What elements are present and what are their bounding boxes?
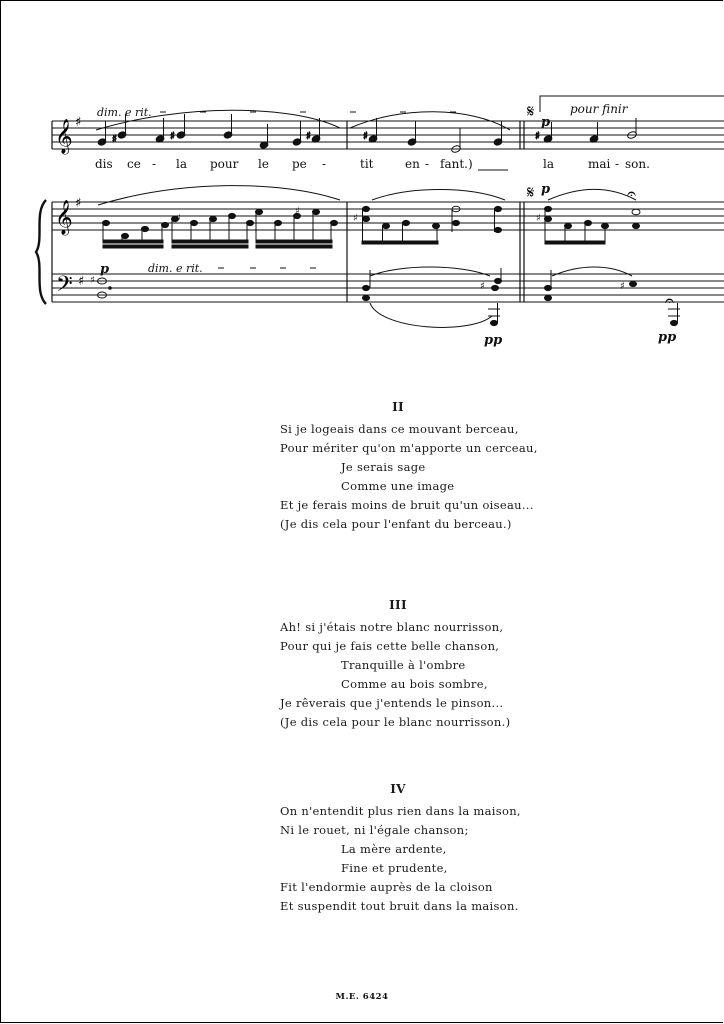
lyric-syllable: ce [127,157,141,171]
stanza-2 [200,400,580,534]
verse-line: Et je ferais moins de bruit qu'un oiseau... [280,498,534,512]
fermata-icon: 𝄐 [627,184,636,203]
key-signature-icon: ♯ [75,196,82,211]
piano-rh-m3 [536,206,640,244]
plate-number: M.E. 6424 [335,992,389,1002]
lyric-syllable: tit [360,157,374,171]
lyric-syllable: mai [588,157,611,171]
svg-text:♯: ♯ [353,213,358,224]
voice-expression: dim. e rit. [97,106,152,119]
svg-text:♯: ♯ [306,131,311,142]
verse-line: Ni le rouet, ni l'égale chanson; [280,823,469,837]
svg-text:♯: ♯ [90,275,95,286]
piano-dynamic: p [100,262,110,277]
lyric-syllable: pe [292,157,307,171]
lyric-syllable: en [405,157,420,171]
segno-icon: 𝄋 [527,102,535,122]
lyrics-row [95,157,650,171]
lyric-syllable: - [322,157,327,171]
voice-notes-m2 [363,118,503,153]
tie [548,190,636,201]
verse-line: On n'entendit plus rien dans la maison, [280,804,521,818]
svg-text:♯: ♯ [535,131,540,142]
verse-line: Je serais sage [341,460,426,474]
verse-line: Si je logeais dans ce mouvant berceau, [280,422,519,436]
svg-text:♯: ♯ [295,206,300,217]
key-signature-icon: ♯ [78,274,85,289]
piano-lh [90,267,680,327]
verse-line: Et suspendit tout bruit dans la maison. [280,899,519,913]
verse-line: La mère ardente, [341,842,447,856]
svg-text:♯: ♯ [170,131,175,142]
verse-line: Je rêverais que j'entends le pinson... [280,696,504,710]
svg-text:♯: ♯ [536,213,541,224]
music-score [0,0,724,360]
piano-dynamic-pp: pp [658,330,677,345]
stanza-number: IV [390,782,406,796]
svg-text:♯: ♯ [620,281,625,292]
verse-line: Ah! si j'étais notre blanc nourrisson, [280,620,504,634]
piano-rh-m1 [103,206,338,248]
verse-line: Fine et prudente, [341,861,448,875]
piano-repeat-dynamic: p [541,182,551,197]
verse-line: Pour mériter qu'on m'apporte un cerceau, [280,441,538,455]
treble-clef-icon: 𝄞 [55,200,73,235]
verse-line: (Je dis cela pour le blanc nourrisson.) [280,715,511,729]
voice-dynamic: p [541,115,551,130]
piano-brace [36,200,46,304]
lyric-syllable: son. [625,157,650,171]
piano-rh-m2 [353,206,502,244]
tie [372,190,505,201]
stanza-number: II [392,400,404,414]
key-signature-icon: ♯ [75,115,82,130]
voice-notes-m3 [535,118,637,143]
fermata-icon: 𝄐 [665,291,674,310]
voice-notes-m1 [97,114,321,149]
volta-bracket [540,96,724,112]
svg-text:♯: ♯ [480,281,485,292]
lyric-syllable: - [152,157,157,171]
lyric-syllable: la [543,157,554,171]
stanza-3 [200,598,580,732]
volta-label: pour finir [570,102,628,116]
verse-line: Pour qui je fais cette belle chanson, [280,639,500,653]
piano-dynamic-pp: pp [484,333,503,348]
voice-staff [52,121,724,149]
lyric-syllable: - [615,157,620,171]
lyric-syllable: la [176,157,187,171]
verse-line: Comme au bois sombre, [341,677,488,691]
verse-line: Comme une image [341,479,455,493]
svg-text:♯: ♯ [363,131,368,142]
lyric-syllable: - [425,157,430,171]
verse-line: Fit l'endormie auprès de la cloison [280,880,493,894]
stanza-4 [200,782,580,916]
svg-text:♯: ♯ [176,213,181,224]
lyric-syllable: le [258,157,269,171]
bass-clef-icon: 𝄢 [56,272,73,302]
verse-line: Tranquille à l'ombre [341,658,466,672]
lyric-syllable: pour [210,157,239,171]
treble-clef-icon: 𝄞 [55,119,73,154]
segno-icon: 𝄋 [527,183,535,203]
lyric-syllable: fant.) [440,157,473,171]
lyric-syllable: dis [95,157,113,171]
stanza-number: III [389,598,407,612]
piano-expression: dim. e rit. [148,262,203,275]
svg-text:♯: ♯ [112,134,117,145]
verse-line: (Je dis cela pour l'enfant du berceau.) [280,517,512,531]
